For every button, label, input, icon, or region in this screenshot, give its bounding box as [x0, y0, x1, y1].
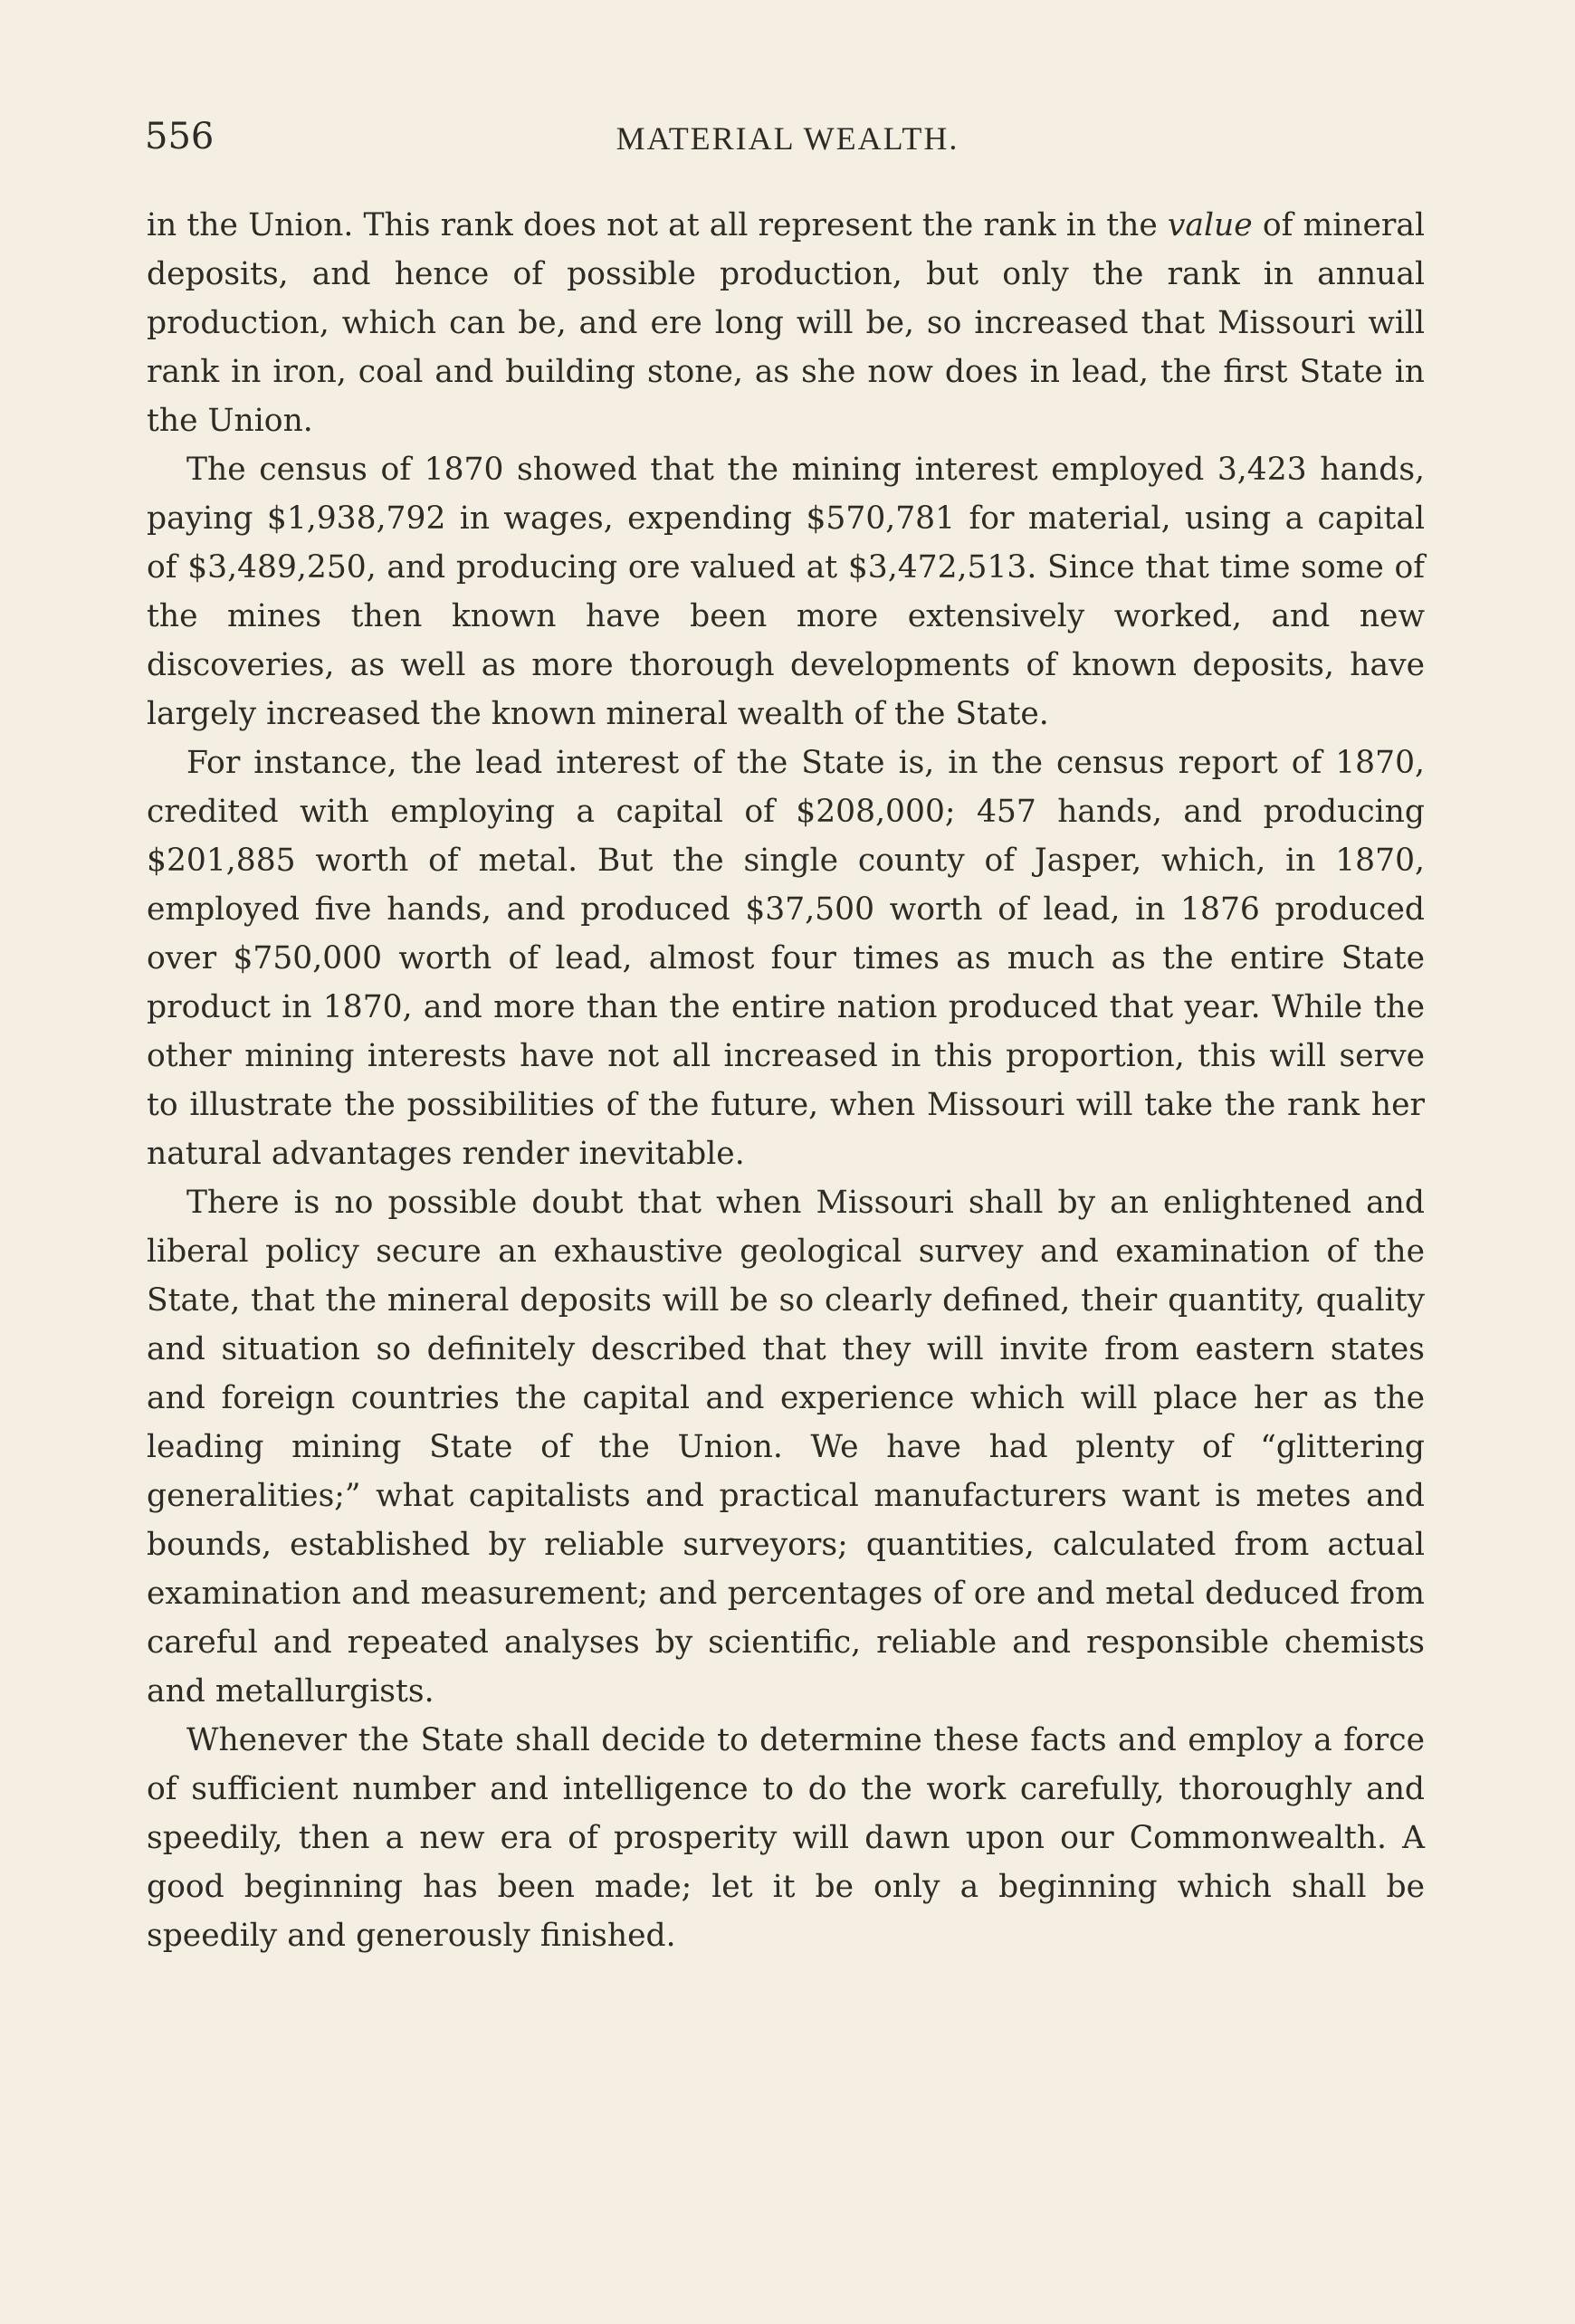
- paragraph: There is no possible doubt that when Missouri shall by an enlightened and liberal policy secure an exhaustive geological survey and examination of the State, that the mineral deposits will be so clearly defined, their quantity, quality and situation so definitely described that they will invite from eastern states and foreign countries the capital and experience which will place her as the leading mining State of the Union. We have had plenty of “glittering generalities;” what capitalists and practical manufacturers want is metes and bounds, established by reliable surveyors; quantities, calculated from actual examination and measurement; and percentages of ore and metal deduced from careful and repeated analyses by scientific, reliable and responsible chemists and metallurgists.: [147, 1185, 1425, 1710]
- paragraph-text: of mineral deposits, and hence of possible production, but only the rank in annual production, which can be, and ere long will be, so increased that Missouri will rank in iron, coal and building stone, as she now does in lead, the first State in the Union.: [147, 207, 1425, 439]
- running-head: MATERIAL WEALTH.: [616, 120, 959, 157]
- paragraph: For instance, the lead interest of the State is, in the census report of 1870, credited with employing a capital of $208,000; 457 hands, and producing $201,885 worth of metal. But the single county of Jasper, which, in 1870, employed five hands, and produced $37,500 worth of lead, in 1876 produced over $750,000 worth of lead, almost four times as much as the entire State product in 1870, and more than the entire nation produced that year. While the other mining interests have not all increased in this proportion, this will serve to illustrate the possibilities of the future, when Missouri will take the rank her natural advantages render inevitable.: [147, 745, 1425, 1172]
- paragraph-continuation: [147, 201, 1425, 445]
- emphasis-text: value: [1167, 207, 1253, 243]
- paragraph: The census of 1870 showed that the mining interest employed 3,423 hands, paying $1,938,792 in wages, expending $570,781 for material, using a capital of $3,489,250, and producing ore valued at $3,472,513. Since that time some of the mines then known have been more extensively worked, and new discoveries, as well as more thorough developments of known deposits, have largely increased the known mineral wealth of the State.: [147, 452, 1425, 732]
- page-number: 556: [145, 116, 215, 157]
- paragraph: Whenever the State shall decide to determine these facts and employ a force of sufficient number and intelligence to do the work carefully, thoroughly and speedily, then a new era of prosperity will dawn upon our Commonwealth. A good beginning has been made; let it be only a beginning which shall be speedily and generously finished.: [147, 1722, 1425, 1954]
- body-text: [147, 201, 1425, 1960]
- paragraph-text: in the Union. This rank does not at all represent the rank in the: [147, 207, 1168, 243]
